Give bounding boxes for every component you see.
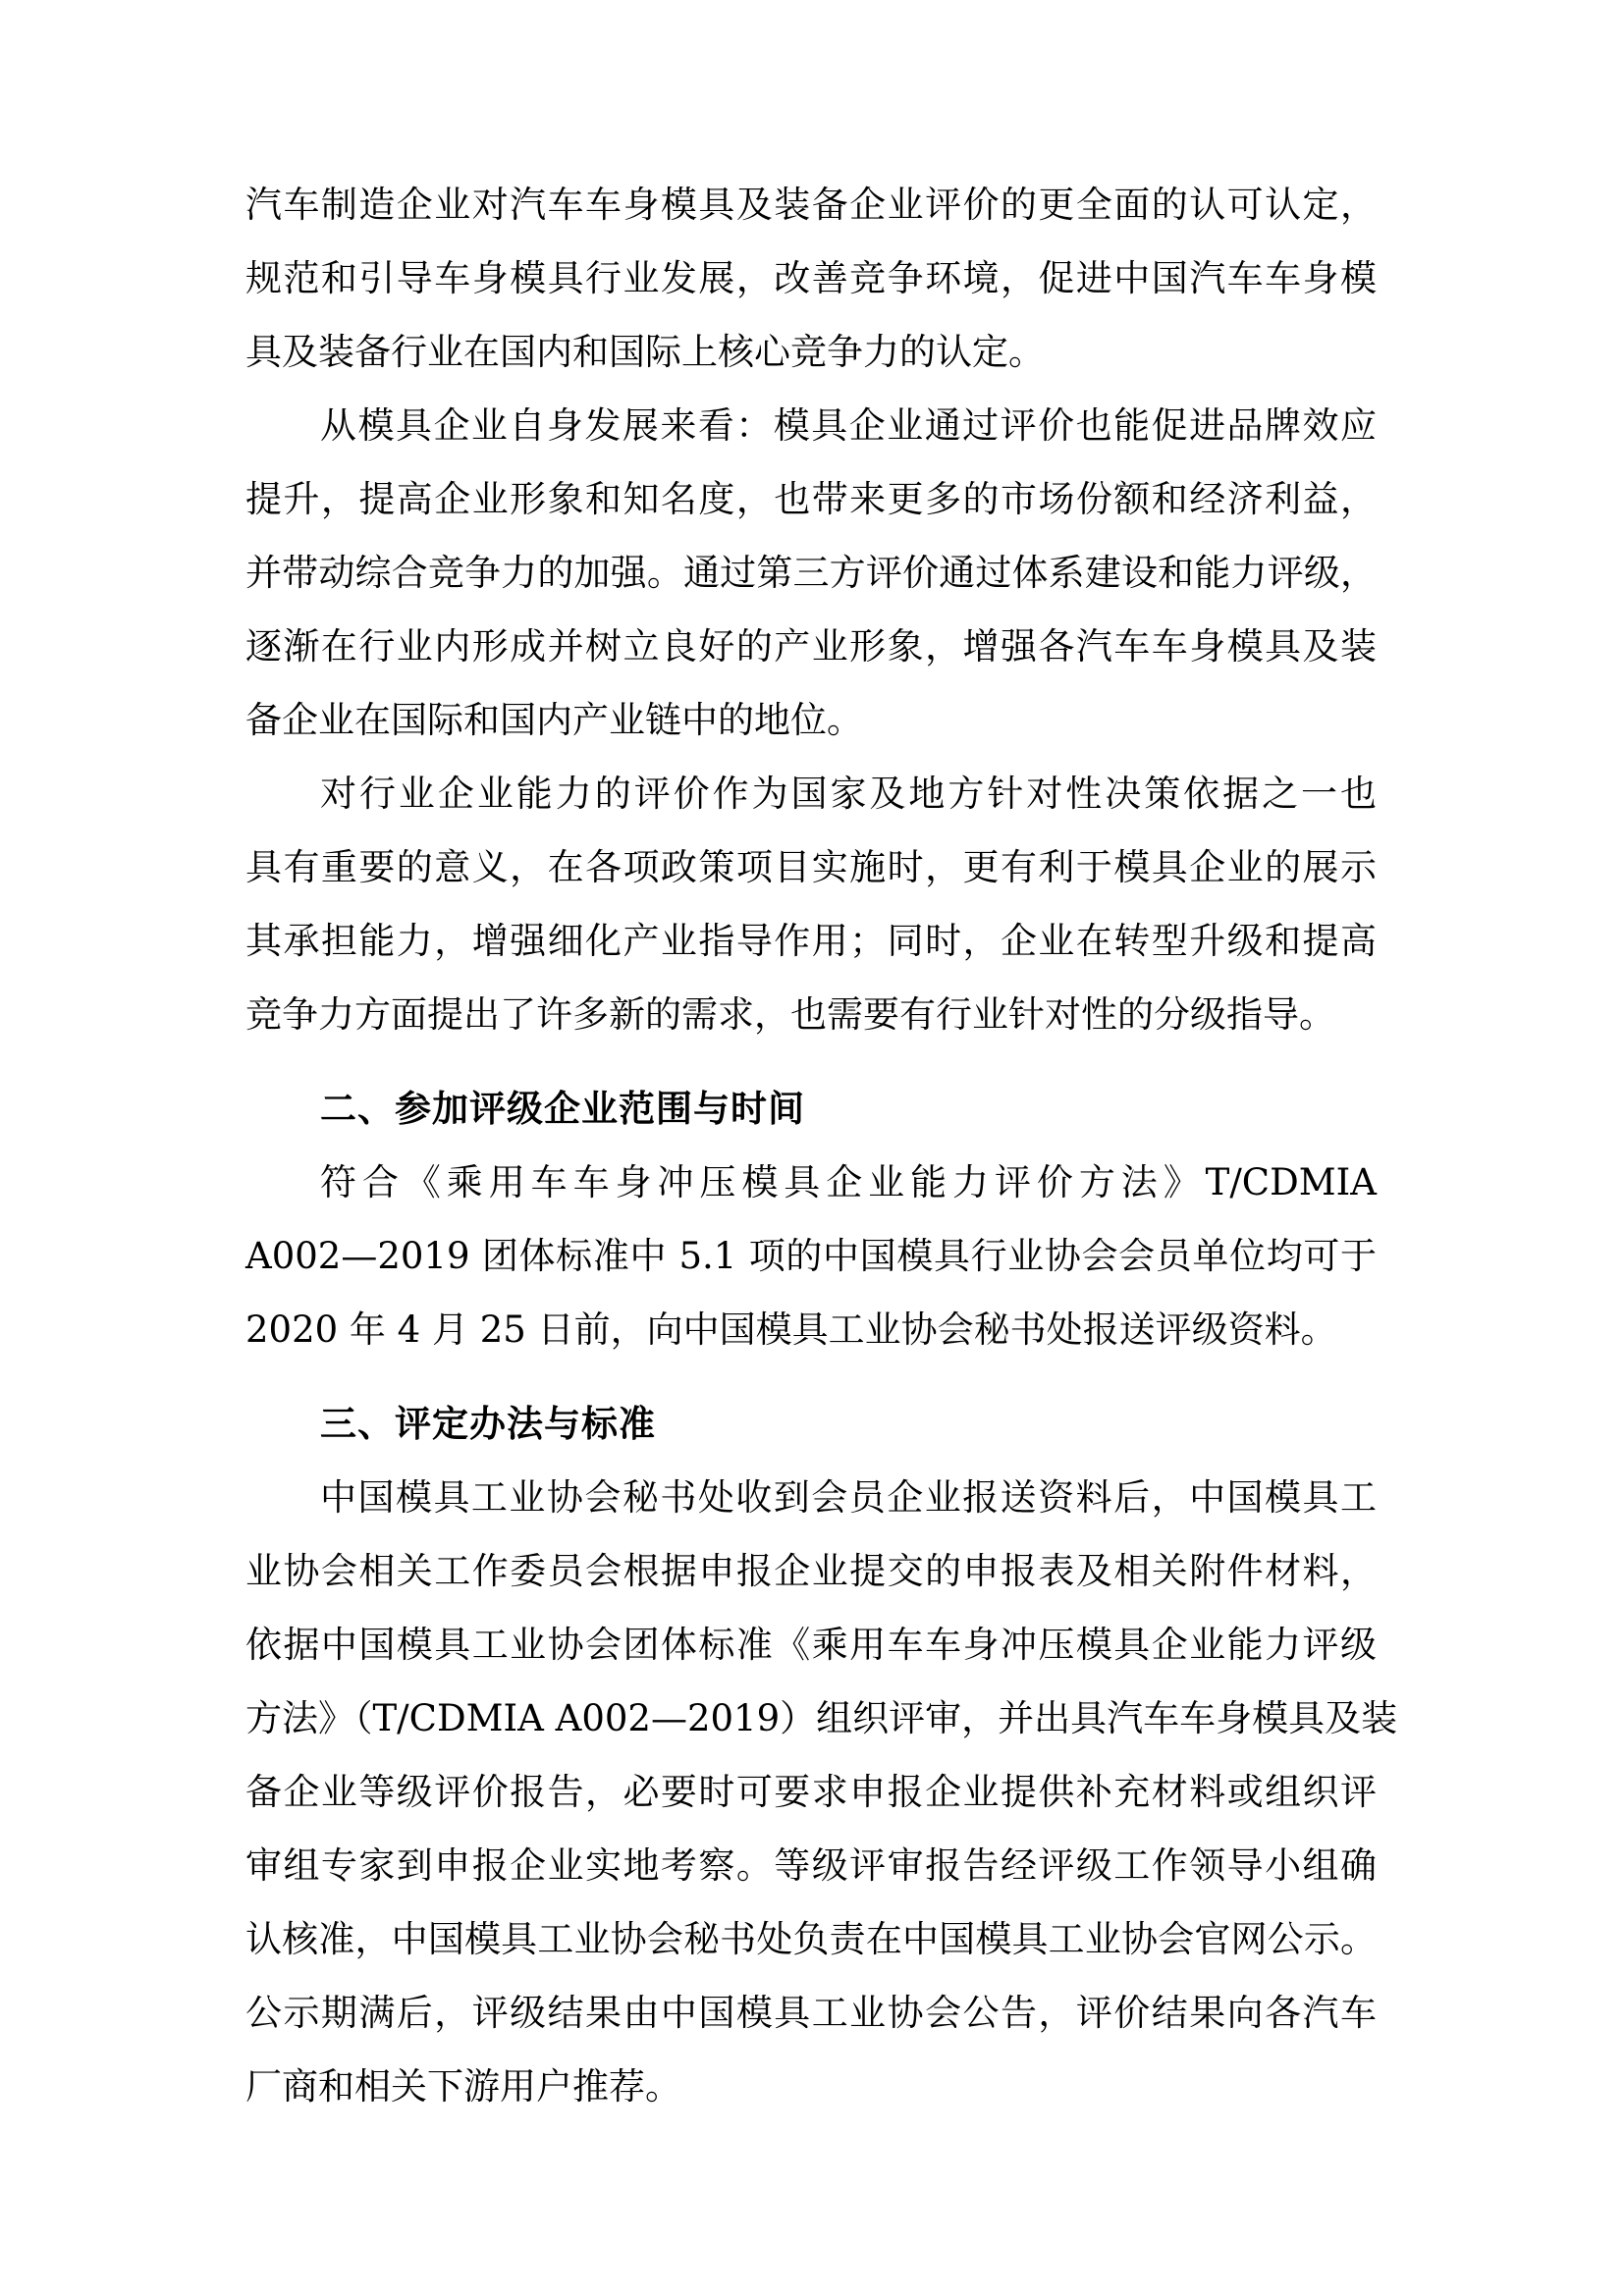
text-line: 2020 年 4 月 25 日前，向中国模具工业协会秘书处报送评级资料。: [245, 1308, 1337, 1351]
text-line: 其承担能力，增强细化产业指导作用；同时，企业在转型升级和提高: [245, 920, 1377, 962]
text-line: 并带动综合竞争力的加强。通过第三方评价通过体系建设和能力评级，: [245, 552, 1377, 594]
text-line: 汽车制造企业对汽车车身模具及装备企业评价的更全面的认可认定，: [245, 184, 1377, 226]
text-line: 规范和引导车身模具行业发展，改善竞争环境，促进中国汽车车身模: [245, 257, 1377, 299]
text-line: 依据中国模具工业协会团体标准《乘用车车身冲压模具企业能力评级: [245, 1624, 1377, 1666]
paragraph-recognition: [245, 168, 1377, 389]
text-line: 竞争力方面提出了许多新的需求，也需要有行业针对性的分级指导。: [245, 993, 1335, 1036]
paragraph-policy-basis: [245, 757, 1377, 1051]
text-line: 从模具企业自身发展来看：模具企业通过评价也能促进品牌效应: [320, 404, 1377, 447]
text-line: 审组专家到申报企业实地考察。等级评审报告经评级工作领导小组确: [245, 1844, 1377, 1887]
text-line: 认核准，中国模具工业协会秘书处负责在中国模具工业协会官网公示。: [245, 1918, 1377, 1960]
text-line: 提升，提高企业形象和知名度，也带来更多的市场份额和经济利益，: [245, 478, 1377, 520]
text-line: 厂商和相关下游用户推荐。: [245, 2065, 681, 2108]
text-line: 公示期满后，评级结果由中国模具工业协会公告，评价结果向各汽车: [245, 1992, 1377, 2034]
text-line: 备企业在国际和国内产业链中的地位。: [245, 699, 863, 741]
text-block: [245, 168, 1398, 2123]
heading-line: 二、参加评级企业范围与时间: [320, 1088, 805, 1130]
text-line: 具有重要的意义，在各项政策项目实施时，更有利于模具企业的展示: [245, 846, 1377, 888]
paragraph-evaluation-process: [245, 1461, 1398, 2123]
text-line: 符合《乘用车车身冲压模具企业能力评价方法》T/CDMIA: [320, 1161, 1377, 1203]
text-line: 方法》（T/CDMIA A002—2019）组织评审，并出具汽车车身模具及装: [245, 1697, 1398, 1739]
paragraph-eligibility: [245, 1146, 1377, 1366]
section-heading-scope-time: [245, 1072, 1377, 1146]
section-heading-method-standard: [245, 1387, 1377, 1461]
text-line: A002—2019 团体标准中 5.1 项的中国模具行业协会会员单位均可于: [245, 1235, 1377, 1277]
text-line: 中国模具工业协会秘书处收到会员企业报送资料后，中国模具工: [320, 1476, 1377, 1519]
text-line: 具及装备行业在国内和国际上核心竞争力的认定。: [245, 331, 1045, 373]
text-line: 业协会相关工作委员会根据申报企业提交的申报表及相关附件材料，: [245, 1550, 1377, 1592]
text-line: 逐渐在行业内形成并树立良好的产业形象，增强各汽车车身模具及装: [245, 625, 1377, 667]
text-line: 对行业企业能力的评价作为国家及地方针对性决策依据之一也: [320, 773, 1377, 815]
text-line: 备企业等级评价报告，必要时可要求申报企业提供补充材料或组织评: [245, 1771, 1377, 1813]
paragraph-self-development: [245, 389, 1377, 757]
heading-line: 三、评定办法与标准: [320, 1403, 656, 1445]
